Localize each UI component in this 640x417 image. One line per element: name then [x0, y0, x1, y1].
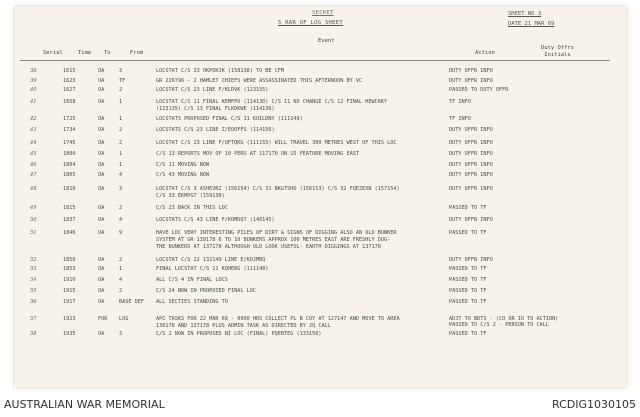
- event-cell: [156, 230, 396, 251]
- action-line: DUTY OFFR INFO: [449, 257, 493, 263]
- action-cell: [449, 87, 508, 93]
- classification-mark: SECRET: [312, 10, 334, 16]
- to-cell: OA: [98, 116, 105, 122]
- event-cell: [156, 116, 303, 123]
- to-cell: OA: [98, 288, 105, 294]
- from-cell: 4: [119, 172, 123, 178]
- time-cell: 1837: [63, 217, 76, 223]
- event-line: HAVE LOC VERY INTERESTING PILES OF DIRT & SIGNS OF DIGGING ALSO AN OLD BUNKER: [156, 230, 397, 236]
- action-cell: [449, 78, 493, 84]
- action-line: DUTY OFFR INFO: [449, 140, 493, 146]
- action-cell: [449, 288, 486, 294]
- action-line: PASSED TO DUTY OFFR: [449, 87, 509, 93]
- serial-cell: 44: [30, 140, 37, 146]
- from-cell: 4: [119, 277, 123, 283]
- serial-cell: 47: [30, 172, 37, 178]
- sheet-date: DATE 21 MAR 69: [508, 21, 555, 27]
- action-cell: [449, 68, 493, 74]
- from-cell: 2: [119, 257, 123, 263]
- action-cell: [449, 257, 493, 263]
- event-cell: [156, 172, 209, 179]
- event-cell: [156, 68, 284, 75]
- action-cell: [449, 99, 471, 105]
- from-cell: 3: [119, 186, 123, 192]
- time-cell: 1615: [63, 68, 76, 74]
- from-cell: 1: [119, 266, 123, 272]
- action-line: ADJT TO BDTS - (CO OR IO TO ACTION): [449, 316, 559, 322]
- from-cell: 2: [119, 87, 123, 93]
- serial-cell: 52: [30, 257, 37, 263]
- event-cell: [156, 266, 268, 273]
- time-cell: 1846: [63, 230, 76, 236]
- to-cell: FOR: [98, 316, 108, 322]
- to-cell: OA: [98, 78, 105, 84]
- column-header-from: From: [130, 50, 144, 56]
- action-line: DUTY OFFR INFO: [449, 186, 493, 192]
- to-cell: OA: [98, 162, 105, 168]
- column-header-serial: Serial: [43, 50, 63, 56]
- sheet-reference: [508, 9, 554, 29]
- time-cell: 1923: [63, 316, 76, 322]
- event-line: LOCSTATS PROPOSED FINAL C/S 11 KOILDNY (111149): [156, 116, 303, 122]
- event-cell: [156, 78, 362, 85]
- action-cell: [449, 186, 493, 192]
- event-cell: [156, 99, 387, 113]
- to-cell: OA: [98, 205, 105, 211]
- event-line: APC TASKS FOR 22 MAR 69 - 0900 HRS COLLECT PL B COY AT 127147 AND MOVE TO AREA: [156, 316, 400, 322]
- serial-cell: 53: [30, 266, 37, 272]
- to-cell: OA: [98, 140, 105, 146]
- time-cell: 1935: [63, 331, 76, 337]
- serial-cell: 38: [30, 68, 37, 74]
- action-cell: [449, 116, 471, 122]
- action-cell: [449, 331, 486, 337]
- action-line: DUTY OFFR INFO: [449, 217, 493, 223]
- footer-reference: RCDIG1030105: [551, 398, 636, 411]
- action-cell: [449, 205, 486, 211]
- event-line: C/S 23 BACK IN THIS LOC: [156, 205, 228, 211]
- to-cell: OA: [98, 277, 105, 283]
- time-cell: 1910: [63, 277, 76, 283]
- from-cell: 1: [119, 162, 123, 168]
- event-cell: [156, 162, 209, 169]
- action-line: DUTY OFFR INFO: [449, 162, 493, 168]
- from-cell: 9: [119, 230, 123, 236]
- action-line: PASSED TO TF: [449, 331, 487, 337]
- event-line: C/S 13 REPORTS MOV OF 10 PERS AT 117170 ON 15 FEATURE MOVING EAST: [156, 151, 360, 157]
- action-line: DUTY OFFR INFO: [449, 172, 493, 178]
- action-cell: [449, 172, 493, 178]
- from-cell: BASE DEF: [119, 299, 144, 305]
- time-cell: 1810: [63, 186, 76, 192]
- action-cell: [449, 162, 493, 168]
- action-cell: [449, 217, 493, 223]
- time-cell: 1915: [63, 288, 76, 294]
- time-cell: 1804: [63, 162, 76, 168]
- page-title: 5 RAR OF LOG SHEET: [278, 20, 344, 26]
- event-line: LOCSTAT C/S 22 132149 LINE E/KOJMBQ: [156, 257, 266, 263]
- time-cell: 1734: [63, 127, 76, 133]
- action-line: DUTY OFFR INFO: [449, 127, 493, 133]
- to-cell: OA: [98, 217, 105, 223]
- from-cell: 4: [119, 217, 123, 223]
- to-cell: OA: [98, 266, 105, 272]
- serial-cell: 43: [30, 127, 37, 133]
- from-cell: TF: [119, 78, 126, 84]
- action-line: DUTY OFFR INFO: [449, 78, 493, 84]
- event-line: C/S 24 NOW IN PROPOSED FINAL LOC: [156, 288, 256, 294]
- event-cell: [156, 277, 228, 284]
- serial-cell: 51: [30, 230, 37, 236]
- event-cell: [156, 140, 396, 147]
- time-cell: 1745: [63, 140, 76, 146]
- to-cell: OA: [98, 186, 105, 192]
- event-cell: [156, 299, 228, 306]
- serial-cell: 45: [30, 151, 37, 157]
- action-line: TF INFO: [449, 99, 471, 105]
- to-cell: OA: [98, 151, 105, 157]
- column-header-event: Event: [318, 38, 335, 44]
- event-line: C/S 43 MOVING NOW: [156, 172, 210, 178]
- column-header-time: Time: [78, 50, 92, 56]
- action-line: PASSED TO TF: [449, 299, 487, 305]
- serial-cell: 39: [30, 78, 37, 84]
- serial-cell: 42: [30, 116, 37, 122]
- time-cell: 1853: [63, 266, 76, 272]
- event-line: ALL SECTIES STANDING TO: [156, 299, 228, 305]
- event-cell: [156, 288, 256, 295]
- event-line: LOCSTATS C/S 23 LINE Z/EOOFFS (114156): [156, 127, 275, 133]
- event-line: C/S 11 MOVING NOW: [156, 162, 210, 168]
- from-cell: 2: [119, 140, 123, 146]
- from-cell: 3: [119, 68, 123, 74]
- from-cell: 2: [119, 288, 123, 294]
- to-cell: OA: [98, 68, 105, 74]
- event-cell: [156, 205, 228, 212]
- time-cell: 1815: [63, 205, 76, 211]
- action-line: DUTY OFFR INFO: [449, 151, 493, 157]
- column-header-to: To: [104, 50, 111, 56]
- serial-cell: 49: [30, 205, 37, 211]
- action-cell: [449, 127, 493, 133]
- event-line: LOCSTAT C/S 23 LINE F/KLDVK (123155): [156, 87, 269, 93]
- event-cell: [156, 316, 400, 330]
- serial-cell: 50: [30, 217, 37, 223]
- event-cell: [156, 186, 400, 200]
- time-cell: 1627: [63, 87, 76, 93]
- event-line: (113135) C/S 13 FINAL FLKDKWE (114136): [156, 106, 275, 112]
- event-line: LOCSTAT C/S 23 LINE F/QFTQKG (111155) WILL TRAVEL 300 METRES WEST OF THIS LOC: [156, 140, 397, 146]
- serial-cell: 54: [30, 277, 37, 283]
- event-line: FINAL LOCSTAT C/S 11 KQHEBG (111148): [156, 266, 269, 272]
- event-line: LOCSTAT C/S 33 OKPOKJK (158138) TO BE CFM: [156, 68, 285, 74]
- to-cell: OA: [98, 230, 105, 236]
- column-header-action: Action: [475, 50, 495, 56]
- time-cell: 1658: [63, 99, 76, 105]
- to-cell: OA: [98, 99, 105, 105]
- sheet-number: SHEET NO 3: [508, 11, 542, 17]
- action-line: TF INFO: [449, 116, 471, 122]
- action-cell: [449, 151, 493, 157]
- serial-cell: 56: [30, 299, 37, 305]
- event-line: C/S 2 NOW IN PROPOSED NI LOC (FINAL) PQEBTEG (133150): [156, 331, 322, 337]
- action-line: PASSED TO TF: [449, 205, 487, 211]
- event-cell: [156, 257, 265, 264]
- time-cell: 1725: [63, 116, 76, 122]
- from-cell: 1: [119, 151, 123, 157]
- time-cell: 1800: [63, 151, 76, 157]
- time-cell: 1850: [63, 257, 76, 263]
- action-line: PASSED TO TF: [449, 288, 487, 294]
- serial-cell: 57: [30, 316, 37, 322]
- event-line: LOCSTAT C/S 11 FINAL KEMFPO (114130) C/S 11 NO CHANGE C/S 12 FINAL HEWCKKY: [156, 99, 388, 105]
- event-line: THE BUNKERS AT 137178 ALTHOUGH OLD LOOK USEFUL- EARTH DIGGINGS AT 137178: [156, 244, 381, 250]
- from-cell: 2: [119, 127, 123, 133]
- action-line: PASSED TO TF: [449, 230, 487, 236]
- to-cell: OA: [98, 172, 105, 178]
- serial-cell: 58: [30, 331, 37, 337]
- to-cell: OA: [98, 257, 105, 263]
- serial-cell: 40: [30, 87, 37, 93]
- action-line: PASSED TO C/S 2 - PERSON TO CALL: [449, 322, 549, 328]
- column-header-initials: Duty Offrs Initials: [540, 45, 575, 58]
- event-line: ALL C/S 4 IN FINAL LOCS: [156, 277, 228, 283]
- action-line: DUTY OFFR INFO: [449, 68, 493, 74]
- from-cell: 1: [119, 99, 123, 105]
- time-cell: 1917: [63, 299, 76, 305]
- time-cell: 1623: [63, 78, 76, 84]
- event-line: SYSTEM AT GR 139178 6 TO 10 BUNKERS APPROX 100 METRES EAST ARE FRESHLY DUG-: [156, 237, 391, 243]
- from-cell: 3: [119, 331, 123, 337]
- action-cell: [449, 299, 486, 305]
- action-cell: [449, 316, 558, 328]
- serial-cell: 48: [30, 186, 37, 192]
- to-cell: OA: [98, 127, 105, 133]
- to-cell: OA: [98, 299, 105, 305]
- event-line: 130178 AND 137178 PLUS ADMIN TASK AS DIRECTED BY 2Q CALL: [156, 323, 331, 329]
- event-cell: [156, 151, 359, 158]
- action-cell: [449, 230, 486, 236]
- action-cell: [449, 277, 486, 283]
- footer-institution: AUSTRALIAN WAR MEMORIAL: [4, 398, 165, 411]
- action-cell: [449, 266, 486, 272]
- event-cell: [156, 217, 275, 224]
- to-cell: OA: [98, 87, 105, 93]
- from-cell: 1: [119, 116, 123, 122]
- action-line: PASSED TO TF: [449, 266, 487, 272]
- action-line: PASSED TO TF: [449, 277, 487, 283]
- from-cell: LOG: [119, 316, 129, 322]
- event-line: LOCSTATS C/S 43 LINE F/KOMDQT (146145): [156, 217, 275, 223]
- to-cell: OA: [98, 331, 105, 337]
- event-cell: [156, 87, 268, 94]
- serial-cell: 55: [30, 288, 37, 294]
- header-rule: [20, 60, 610, 61]
- action-cell: [449, 140, 493, 146]
- time-cell: 1805: [63, 172, 76, 178]
- serial-cell: 46: [30, 162, 37, 168]
- event-line: GR 226796 - 2 HAMLET CHIEFS WERE ASSASSINATED THIS AFTERNOON BY VC: [156, 78, 363, 84]
- from-cell: 2: [119, 205, 123, 211]
- event-line: LOCSTAT C/S 3 ASHEVRZ (156154) C/S 31 BKGTSHO (156153) C/S 32 FQEZEXN (157154): [156, 186, 400, 192]
- event-cell: [156, 331, 322, 338]
- serial-cell: 41: [30, 99, 37, 105]
- event-line: C/S 33 EKMPGT (159138): [156, 193, 225, 199]
- event-cell: [156, 127, 275, 134]
